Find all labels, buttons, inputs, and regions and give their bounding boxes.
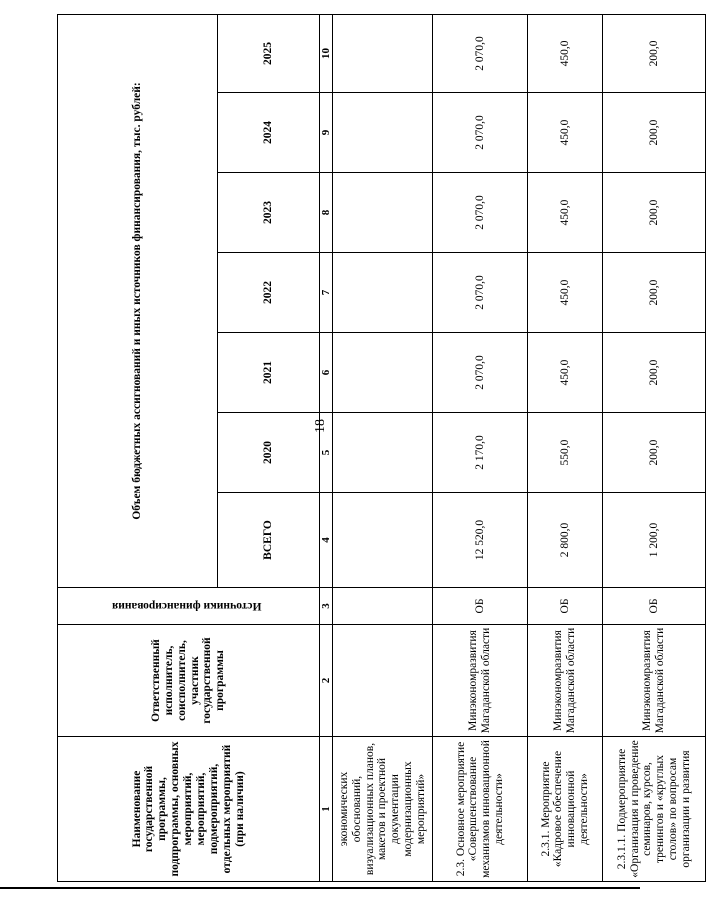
row-value-2023: 2 070,0 — [433, 173, 528, 253]
row-value-2021: 200,0 — [603, 333, 706, 413]
header-year-2025: 2025 — [218, 14, 320, 92]
table-row — [528, 14, 603, 881]
column-number: 9 — [320, 93, 333, 173]
row-value-2020: 550,0 — [528, 413, 603, 493]
row-executor: Минэкономразвития Магаданской области — [528, 625, 603, 737]
column-number: 2 — [320, 625, 333, 737]
rotated-table-wrapper — [57, 15, 693, 882]
row-value-total — [333, 493, 433, 588]
row-name: 2.3. Основное мероприятие «Совершенствование механизмов инновационной деятельности» — [433, 737, 528, 882]
row-value-total: 1 200,0 — [603, 493, 706, 588]
row-value-2023 — [333, 173, 433, 253]
column-number: 10 — [320, 14, 333, 92]
row-value-2025 — [333, 14, 433, 92]
column-number: 6 — [320, 333, 333, 413]
row-value-total: 12 520,0 — [433, 493, 528, 588]
row-value-2024: 450,0 — [528, 93, 603, 173]
table-row — [603, 14, 706, 881]
row-value-2025: 2 070,0 — [433, 14, 528, 92]
row-value-2025: 200,0 — [603, 14, 706, 92]
row-name: 2.3.1.1. Подмероприятие «Организация и проведение семинаров, курсов, тренингов и «круглых столов» по вопросам организации и развития — [603, 737, 706, 882]
row-value-2022: 2 070,0 — [433, 253, 528, 333]
column-number-row — [320, 14, 333, 881]
table-row — [333, 14, 433, 881]
header-funding-group: Объем бюджетных ассигнований и иных источников финансирования, тыс. рублей: — [58, 14, 218, 587]
row-value-2022: 200,0 — [603, 253, 706, 333]
table-row — [433, 14, 528, 881]
row-value-2024: 2 070,0 — [433, 93, 528, 173]
row-executor: Минэкономразвития Магаданской области — [603, 625, 706, 737]
column-number: 4 — [320, 493, 333, 588]
page-number: 18 — [313, 419, 328, 433]
header-row-1 — [58, 14, 218, 881]
row-source: ОБ — [433, 588, 528, 625]
row-name: 2.3.1. Мероприятие «Кадровое обеспечение инновационной деятельности» — [528, 737, 603, 882]
row-value-total: 2 800,0 — [528, 493, 603, 588]
row-value-2021: 450,0 — [528, 333, 603, 413]
column-number: 3 — [320, 588, 333, 625]
header-source: Источники финансирования — [58, 588, 320, 625]
header-year-2021: 2021 — [218, 333, 320, 413]
row-value-2024 — [333, 93, 433, 173]
row-value-2023: 200,0 — [603, 173, 706, 253]
column-number: 7 — [320, 253, 333, 333]
row-value-2020 — [333, 413, 433, 493]
column-number: 1 — [320, 737, 333, 882]
column-number: 8 — [320, 173, 333, 253]
header-year-total: ВСЕГО — [218, 493, 320, 588]
header-name: Наименование государственной программы, подпрограммы, основных мероприятий, мероприятий, подмероприятий, отдельных мероприятий (при наличии) — [58, 737, 320, 882]
header-year-2020: 2020 — [218, 413, 320, 493]
row-value-2023: 450,0 — [528, 173, 603, 253]
header-year-2024: 2024 — [218, 93, 320, 173]
row-value-2024: 200,0 — [603, 93, 706, 173]
header-executor: Ответственный исполнитель, соисполнитель, участник государственной программы — [58, 625, 320, 737]
row-executor — [333, 625, 433, 737]
header-year-2022: 2022 — [218, 253, 320, 333]
row-value-2022 — [333, 253, 433, 333]
row-value-2020: 200,0 — [603, 413, 706, 493]
row-value-2021 — [333, 333, 433, 413]
row-value-2020: 2 170,0 — [433, 413, 528, 493]
funding-table — [57, 14, 706, 882]
header-year-2023: 2023 — [218, 173, 320, 253]
row-name: экономических обоснований, визуализационных планов, макетов и проектной документации модернизационных мероприятий» — [333, 737, 433, 882]
row-value-2025: 450,0 — [528, 14, 603, 92]
row-value-2021: 2 070,0 — [433, 333, 528, 413]
row-source — [333, 588, 433, 625]
row-source: ОБ — [603, 588, 706, 625]
row-executor: Минэкономразвития Магаданской области — [433, 625, 528, 737]
row-source: ОБ — [528, 588, 603, 625]
column-number: 5 — [320, 413, 333, 493]
row-value-2022: 450,0 — [528, 253, 603, 333]
bottom-rule — [0, 887, 640, 889]
